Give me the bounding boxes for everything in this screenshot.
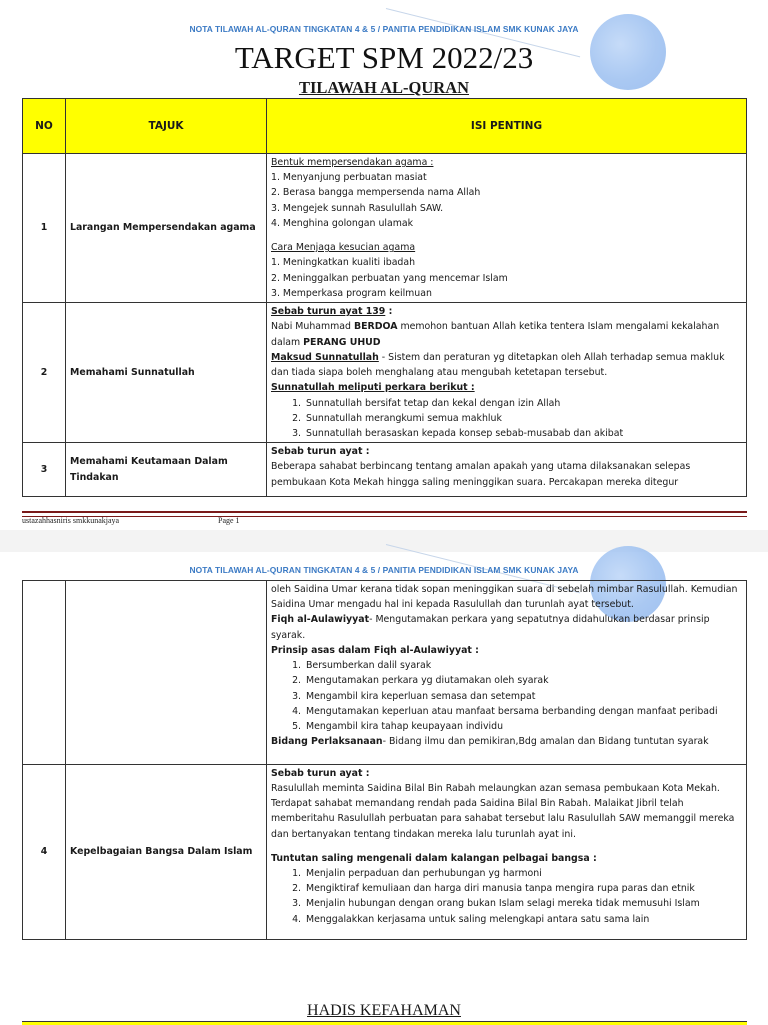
page-title: TARGET SPM 2022/23 [234,40,534,75]
content-heading: Sunnatullah meliputi perkara berikut : [271,382,475,394]
section-heading: HADIS KEFAHAMAN [307,1002,461,1019]
page-2 [0,552,768,1024]
footer-rule [22,511,747,517]
row-topic: Larangan Mempersendakan agama [66,154,267,303]
list-item: 3. Memperkasa program keilmuan [271,287,432,299]
list-item: 2. Mengutamakan perkara yg diutamakan oleh syarak [304,673,742,688]
running-header: NOTA TILAWAH AL-QURAN TINGKATAN 4 & 5 / PANITIA PENDIDIKAN ISLAM SMK KUNAK JAYA [189,565,579,575]
content-paragraph: Bidang Perlaksanaan- Bidang ilmu dan pemikiran,Bdg amalan dan Bidang tuntutan syarak [271,736,709,748]
list-item: 2. Sunnatullah merangkumi semua makhluk [304,411,742,426]
row-content [267,154,747,303]
table-row [23,154,747,303]
list-item: 3. Sunnatullah berasaskan kepada konsep sebab-musabab dan akibat [304,426,742,441]
content-paragraph: Fiqh al-Aulawiyyat- Mengutamakan perkara yang sepatutnya didahulukan berdasar prinsip syarak. [271,614,710,641]
row-number: 2 [23,303,66,443]
content-paragraph: Nabi Muhammad BERDOA memohon bantuan Allah ketika tentera Islam mengalami kekalahan dalam PERANG UHUD [271,321,720,348]
content-paragraph: oleh Saidina Umar kerana tidak sopan meninggikan suara di sebelah mimbar Rasulullah. Kemudian Saidina Umar mengadu hal ini kepada Rasulullah dan turunlah ayat tersebut. [271,584,738,611]
row-content [267,443,747,497]
notes-table [22,580,747,940]
list-item: 1. Meningkatkan kualiti ibadah [271,257,416,269]
row-number: 4 [23,764,66,939]
table-row [23,764,747,939]
row-content [267,764,747,939]
table-row [23,443,747,497]
list-item: 2. Mengiktiraf kemuliaan dan harga diri manusia tanpa mengira rupa paras dan etnik [304,881,742,896]
table-row [23,303,747,443]
row-topic: Memahami Keutamaan Dalam Tindakan [66,443,267,497]
content-heading: Prinsip asas dalam Fiqh al-Aulawiyyat : [271,644,479,656]
page-gap [0,530,768,552]
content-heading: Tuntutan saling mengenali dalam kalangan pelbagai bangsa : [271,852,597,864]
list-item: 3. Menjalin hubungan dengan orang bukan Islam selagi mereka tidak memusuhi Islam [304,896,742,911]
numbered-list [271,866,742,927]
row-topic: Kepelbagaian Bangsa Dalam Islam [66,764,267,939]
running-header: NOTA TILAWAH AL-QURAN TINGKATAN 4 & 5 / PANITIA PENDIDIKAN ISLAM SMK KUNAK JAYA [189,24,579,34]
list-item: 1. Bersumberkan dalil syarak [304,658,742,673]
table-row [23,581,747,765]
list-item: 1. Sunnatullah bersifat tetap dan kekal dengan izin Allah [304,396,742,411]
notes-table [22,98,747,497]
content-heading: Cara Menjaga kesucian agama [271,242,416,254]
footer-page-number: Page 1 [218,516,240,525]
row-number: 3 [23,443,66,497]
content-heading: Sebab turun ayat 139 : [271,306,393,318]
header-no: NO [23,99,66,154]
content-paragraph: Maksud Sunnatullah - Sistem dan peraturan yg ditetapkan oleh Allah terhadap semua makluk dan tiada siapa boleh menghalang atau mengubah ketetapan tersebut. [271,351,725,379]
list-item: 2. Meninggalkan perbuatan yang mencemar Islam [271,272,508,284]
header-isi-penting: ISI PENTING [267,99,747,154]
table-header-row [23,99,747,154]
list-item: 4. Menggalakkan kerjasama untuk saling melengkapi antara satu sama lain [304,912,742,927]
row-content [267,303,747,443]
list-item: 1. Menyanjung perbuatan masiat [271,172,427,184]
next-table-header [22,1021,747,1025]
row-number: 1 [23,154,66,303]
list-item: 4. Menghina golongan ulamak [271,217,414,229]
footer-author: ustazahhasniris smkkunakjaya [22,516,120,525]
row-topic: Memahami Sunnatullah [66,303,267,443]
numbered-list [271,396,742,442]
content-paragraph: Rasulullah meminta Saidina Bilal Bin Rabah melaungkan azan semasa pembukaan Kota Mekah. Terdapat sahabat memandang rendah pada Saidina Bilal Bin Rabah. Malaikat Jibril telah memberitahu Rasulullah perbuatan para sahabat tersebut lalu Rasulullah SAW memanggil mereka dan bertanyakan tentang tindakan mereka lalu turunlah ayat ini. [271,782,735,840]
header-tajuk: TAJUK [66,99,267,154]
content-heading: Bentuk mempersendakan agama : [271,157,434,168]
list-item: 3. Mengejek sunnah Rasulullah SAW. [271,202,444,214]
content-heading: Sebab turun ayat : [271,767,370,779]
row-content [267,581,747,765]
content-heading: Sebab turun ayat : [271,446,370,458]
list-item: 4. Mengutamakan keperluan atau manfaat bersama berbanding dengan manfaat peribadi [304,704,742,719]
list-item: 5. Mengambil kira tahap keupayaan individu [304,719,742,734]
list-item: 1. Menjalin perpaduan dan perhubungan yg harmoni [304,866,742,881]
list-item: 3. Mengambil kira keperluan semasa dan setempat [304,689,742,704]
content-paragraph: Beberapa sahabat berbincang tentang amalan apakah yang utama dilaksanakan selepas pembukaan Kota Mekah hingga saling meninggikan suara. Percakapan mereka ditegur [271,461,691,488]
page-subtitle: TILAWAH AL-QURAN [298,78,470,97]
numbered-list [271,658,742,734]
list-item: 2. Berasa bangga mempersenda nama Allah [271,187,481,199]
